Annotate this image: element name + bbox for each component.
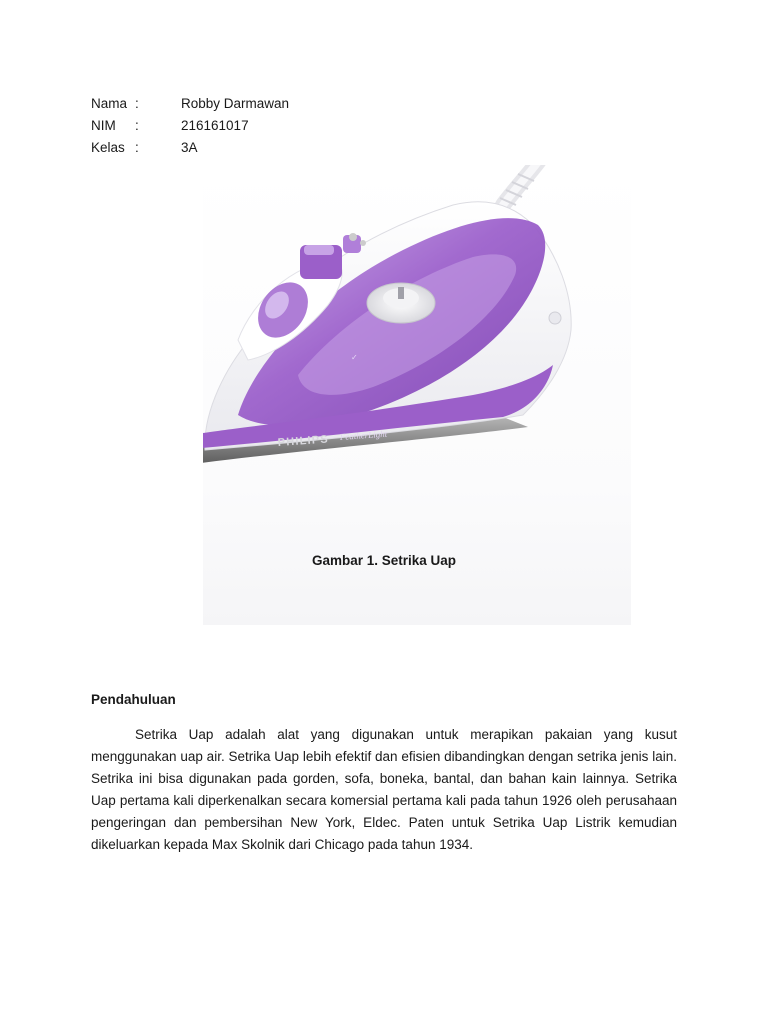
info-label: Kelas	[91, 140, 125, 155]
model-name: FeatherLight	[339, 428, 388, 442]
info-row-nama	[91, 93, 391, 115]
info-row-nim	[91, 115, 391, 137]
info-label: Nama	[91, 96, 128, 111]
info-separator: :	[135, 96, 139, 111]
info-row-kelas	[91, 137, 391, 159]
figure-caption: Gambar 1. Setrika Uap	[311, 553, 457, 568]
info-value: Robby Darmawan	[181, 96, 290, 111]
svg-text:✓: ✓	[351, 353, 358, 362]
info-value: 216161017	[181, 118, 249, 133]
info-separator: :	[135, 118, 139, 133]
section-title: Pendahuluan	[91, 692, 176, 707]
info-label: NIM	[91, 118, 116, 133]
info-value: 3A	[181, 140, 198, 155]
brand-logo: PHILIPS	[277, 433, 330, 449]
student-info	[91, 93, 391, 159]
info-separator: :	[135, 140, 139, 155]
section-paragraph: Setrika Uap adalah alat yang digunakan untuk merapikan pakaian yang kusut menggunakan uap air. Setrika Uap lebih efektif dan efisien dibandingkan dengan setrika jenis lain. Setrika ini bisa digunakan pada gorden, sofa, boneka, bantal, dan bahan kain lainnya. Setrika Uap pertama kali diperkenalkan secara komersial pertama kali pada tahun 1926 oleh perusahaan pengeringan dan pembersihan New York, Eldec. Paten untuk Setrika Uap Listrik kemudian dikeluarkan kepada Max Skolnik dari Chicago pada tahun 1934.	[91, 727, 677, 852]
